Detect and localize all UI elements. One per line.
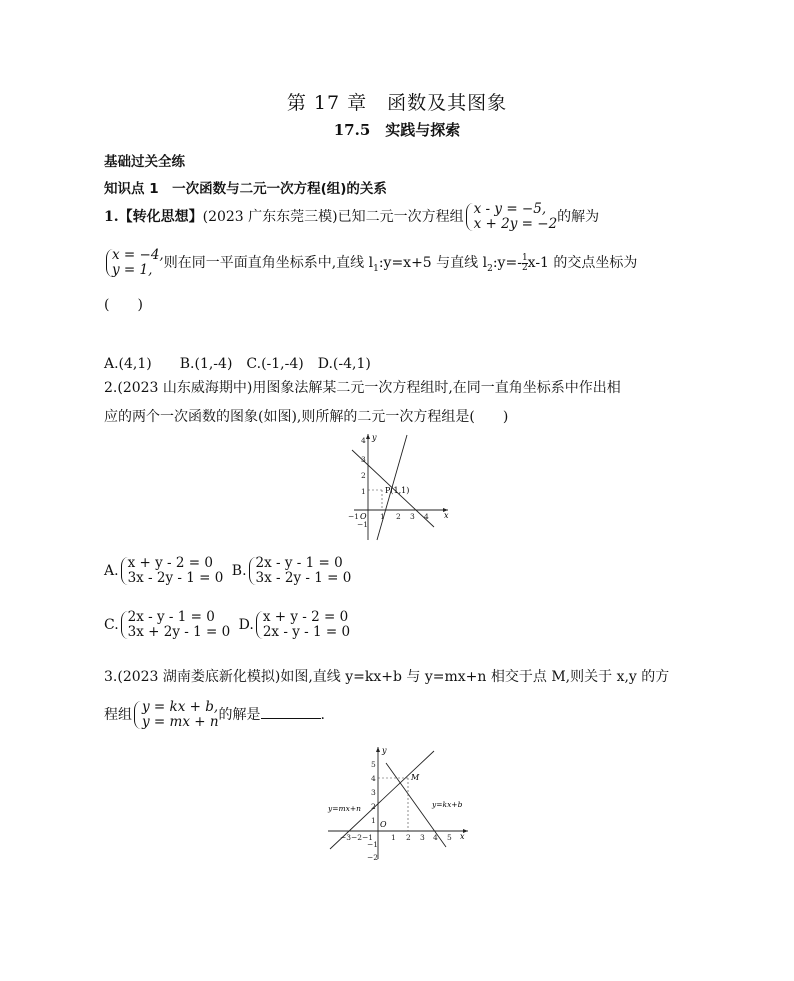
q3-x-tick: −1 <box>362 833 374 842</box>
q2-option-d-eq1: x + y - 2 = 0 <box>262 609 349 625</box>
q2-x-tick: 4 <box>424 512 429 521</box>
q3-line2 <box>104 700 325 730</box>
q3-line-left-label: y=mx+n <box>328 804 361 813</box>
q3-graph-x-label: x <box>460 832 465 841</box>
q2-option-a-eq2: 3x - 2y - 1 = 0 <box>127 570 224 586</box>
q2-option-a-system <box>119 556 224 586</box>
q2-option-d-label: D. <box>238 617 254 633</box>
section-title: 17.5 实践与探索 <box>333 121 461 139</box>
q3-y-tick: 5 <box>371 760 376 769</box>
q3-x-tick: −2 <box>351 833 363 842</box>
q1-solution-system <box>104 248 164 278</box>
q1-options: A.(4,1) B.(1,-4) C.(-1,-4) D.(-4,1) <box>104 356 371 372</box>
q2-y-tick: 3 <box>361 455 366 464</box>
q3-end: . <box>320 707 325 723</box>
q2-y-tick: 2 <box>361 471 366 480</box>
q3-suffix: 的解是 <box>218 707 261 723</box>
q3-y-tick: −1 <box>367 840 379 849</box>
q2-line2: 应的两个一次函数的图象(如图),则所解的二元一次方程组是( ) <box>104 409 509 425</box>
q2-option-c-label: C. <box>104 617 119 633</box>
q2-option-a-eq1: x + y - 2 = 0 <box>127 555 213 571</box>
q2-option-c-system <box>119 610 231 640</box>
q1-text-after-sys: 的解为 <box>557 209 600 225</box>
q2-graph <box>330 430 460 545</box>
exercise-heading: 基础过关全练 <box>104 154 185 170</box>
q1-line1-eq: :y=x+5 与直线 l <box>378 255 488 271</box>
q2-x-tick: 1 <box>380 512 385 521</box>
q3-x-tick: 2 <box>406 833 411 842</box>
q2-y-tick: 1 <box>361 487 366 496</box>
q1-frac-den: 2 <box>521 262 528 273</box>
q3-x-tick: 4 <box>433 833 438 842</box>
q2-option-c-eq1: 2x - y - 1 = 0 <box>127 609 215 625</box>
q2-y-tick: −1 <box>357 520 369 529</box>
q2-graph-y-label: y <box>372 433 377 442</box>
q2-x-tick: −1 <box>348 512 360 521</box>
q3-equation-system <box>132 700 219 730</box>
q2-options-row1 <box>104 556 351 586</box>
q2-option-b-label: B. <box>231 563 247 579</box>
q2-option-b-eq2: 3x - 2y - 1 = 0 <box>255 570 352 586</box>
q3-eq1: y = kx + b, <box>142 699 219 715</box>
q2-option-d-system <box>254 610 350 640</box>
q1-sys-eq1: x - y = −5, <box>473 201 547 217</box>
q2-graph-origin: O <box>360 512 367 521</box>
q3-eq2: y = mx + n <box>142 714 219 730</box>
q2-option-c-eq2: 3x + 2y - 1 = 0 <box>127 624 231 640</box>
q3-line1: 3.(2023 湖南娄底新化模拟)如图,直线 y=kx+b 与 y=mx+n 相交于点 M,则关于 x,y 的方 <box>104 669 670 685</box>
q1-sol-eq1: x = −4, <box>112 247 164 263</box>
q1-sys-eq2: x + 2y = −2 <box>473 216 558 232</box>
q1-sub1: 1 <box>373 263 379 274</box>
q1-sol-eq2: y = 1, <box>112 262 153 278</box>
q2-options-row2 <box>104 610 350 640</box>
q1-line2-post: x-1 的交点坐标为 <box>527 255 638 271</box>
chapter-title: 第 17 章 函数及其图象 <box>286 92 508 114</box>
q3-graph <box>322 743 472 861</box>
q3-answer-blank[interactable] <box>261 706 321 719</box>
q3-x-tick: 3 <box>420 833 425 842</box>
q3-line-right-label: y=kx+b <box>432 800 463 809</box>
q2-graph-point-label: P(1,1) <box>385 486 410 495</box>
q1-tag: 【转化思想】 <box>118 209 203 225</box>
q3-x-tick: 1 <box>391 833 396 842</box>
q3-prefix: 程组 <box>104 707 132 723</box>
q1-frac-num: 1 <box>521 252 528 263</box>
q2-option-b-eq1: 2x - y - 1 = 0 <box>255 555 343 571</box>
q1-line2 <box>104 248 637 278</box>
q1-text-mid: 则在同一平面直角坐标系中,直线 l <box>163 255 374 271</box>
q2-option-b-system <box>247 556 352 586</box>
q3-x-tick: 5 <box>447 833 452 842</box>
q1-line2-pre: :y=- <box>492 255 522 271</box>
q2-option-a-label: A. <box>104 563 119 579</box>
q3-y-tick: 4 <box>371 774 376 783</box>
q3-graph-y-label: y <box>382 746 387 755</box>
q1-sub2: 2 <box>487 263 493 274</box>
q3-y-tick: 3 <box>371 788 376 797</box>
q2-line1: 2.(2023 山东威海期中)用图象法解某二元一次方程组时,在同一直角坐标系中作出相 <box>104 380 621 396</box>
q1-answer-paren: ( ) <box>104 297 143 313</box>
q3-y-tick: −2 <box>367 853 379 861</box>
q1-number: 1. <box>104 209 119 225</box>
q2-x-tick: 3 <box>410 512 415 521</box>
q2-option-d-eq2: 2x - y - 1 = 0 <box>262 624 351 640</box>
q1-equation-system <box>464 202 558 232</box>
q2-y-tick: 4 <box>361 436 366 445</box>
q3-y-tick: 2 <box>371 802 376 811</box>
q3-graph-origin: O <box>380 820 387 829</box>
q3-graph-point-label: M <box>411 773 420 782</box>
q3-y-tick: 1 <box>371 816 376 825</box>
knowledge-point-heading: 知识点 1 一次函数与二元一次方程(组)的关系 <box>104 181 387 197</box>
q3-x-tick: −3 <box>340 833 352 842</box>
q2-x-tick: 2 <box>396 512 401 521</box>
q2-graph-x-label: x <box>444 511 449 520</box>
q1-line1 <box>104 202 599 232</box>
q1-source: (2023 广东东莞三模)已知二元一次方程组 <box>202 209 464 225</box>
